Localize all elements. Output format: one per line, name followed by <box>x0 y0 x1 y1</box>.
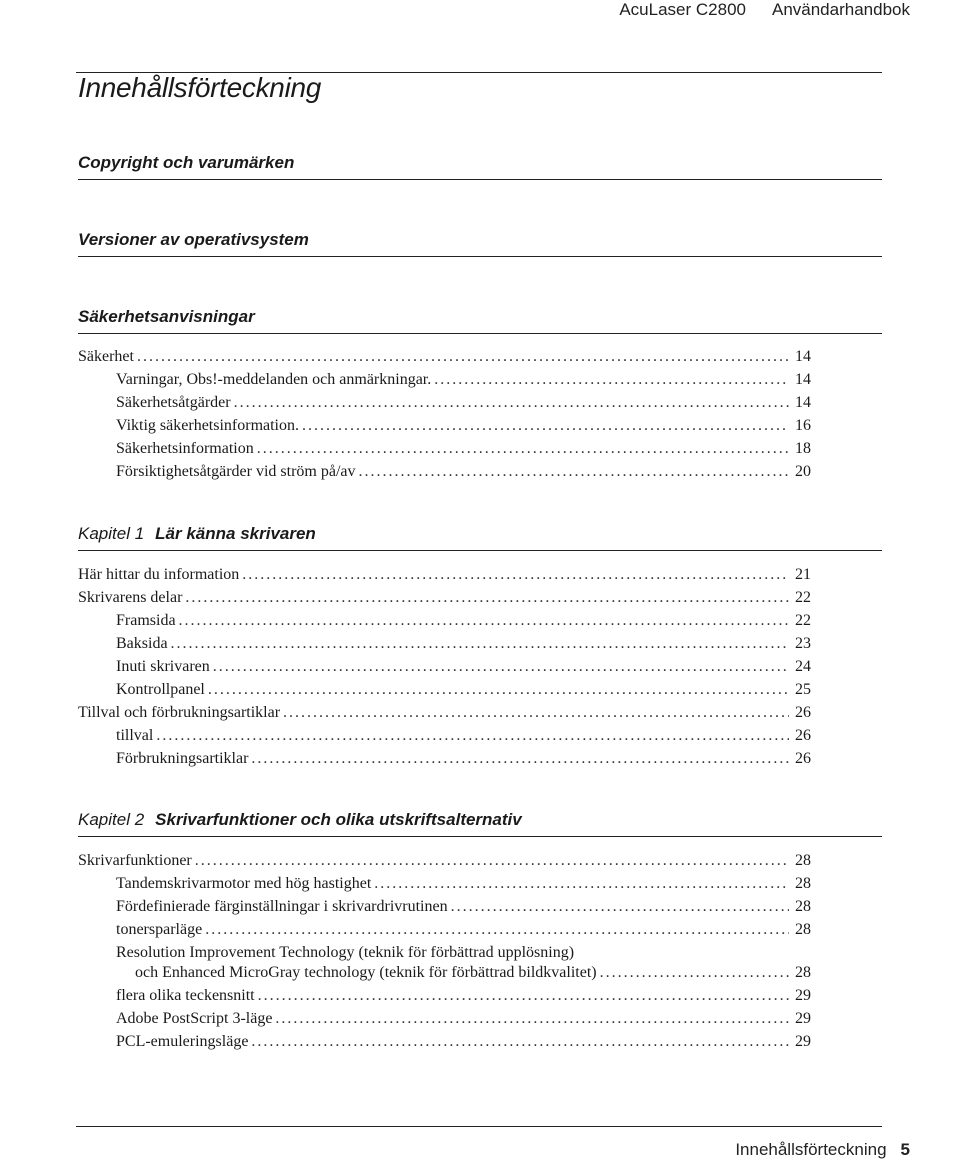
toc-entry[interactable] <box>116 368 811 391</box>
toc-entry[interactable] <box>116 724 811 747</box>
running-footer <box>735 1140 910 1160</box>
toc-entry[interactable] <box>116 437 811 460</box>
toc-entry[interactable] <box>78 586 811 609</box>
toc-entry-label: Kontrollpanel <box>116 681 205 698</box>
dot-leader <box>213 655 789 678</box>
toc-entry-label: Säkerhetsinformation <box>116 440 254 457</box>
toc-entry-label: Baksida <box>116 635 168 652</box>
toc-entry[interactable] <box>116 918 811 941</box>
toc-entry-label: Inuti skrivaren <box>116 658 210 675</box>
dot-leader <box>185 586 789 609</box>
toc-entry-label: Tillval och förbrukningsartiklar <box>78 704 281 721</box>
toc-entry-page: 29 <box>795 987 811 1004</box>
toc-entry-label: Resolution Improvement Technology (teknik för förbättrad upplösning) <box>116 944 575 961</box>
toc-entry-page: 29 <box>795 1033 811 1050</box>
dot-leader <box>275 1007 789 1030</box>
toc-entry-line-2[interactable] <box>135 961 811 984</box>
toc-entry-page: 14 <box>795 371 811 388</box>
dot-leader <box>302 414 789 437</box>
page-title: Innehållsförteckning <box>78 72 322 103</box>
running-header <box>619 0 910 24</box>
toc-entry-page: 25 <box>795 681 811 698</box>
toc-entry-page: 18 <box>795 440 811 457</box>
toc-entry[interactable] <box>116 984 811 1007</box>
header-guide: Användarhandbok <box>771 0 910 19</box>
dot-leader <box>359 460 789 483</box>
toc-entry-label: Framsida <box>116 612 176 629</box>
toc-entry-label: Säkerhetsåtgärder <box>116 394 231 411</box>
dot-leader <box>137 345 789 368</box>
toc-entry-page: 28 <box>795 964 811 981</box>
toc-entry[interactable] <box>116 678 811 701</box>
toc-entry-page: 14 <box>795 348 811 365</box>
dot-leader <box>258 984 789 1007</box>
chapter-number: Kapitel 2 <box>78 810 145 829</box>
toc-entry-page: 28 <box>795 898 811 915</box>
toc-entry[interactable] <box>116 747 811 770</box>
toc-entry-page: 22 <box>795 612 811 629</box>
toc-entry[interactable] <box>116 391 811 414</box>
toc-entry-label: Här hittar du information <box>78 566 240 583</box>
toc-entry-label: och Enhanced MicroGray technology (teknik för förbättrad bildkvalitet) <box>135 964 597 981</box>
toc-entry[interactable] <box>78 345 811 368</box>
footer-rule <box>76 1126 882 1127</box>
toc-entry-label: Adobe PostScript 3-läge <box>116 1010 273 1027</box>
dot-leader <box>195 849 789 872</box>
dot-leader <box>251 1030 789 1053</box>
dot-leader <box>434 368 789 391</box>
toc-entry[interactable] <box>116 655 811 678</box>
toc-entry-page: 20 <box>795 463 811 480</box>
chapter-title: Skrivarfunktioner och olika utskriftsalternativ <box>155 810 522 829</box>
toc-entry[interactable] <box>116 1030 811 1053</box>
page-number: 5 <box>900 1140 910 1159</box>
section-heading-safety: Säkerhetsanvisningar <box>78 307 882 334</box>
footer-section: Innehållsförteckning <box>735 1140 887 1159</box>
toc-entry-page: 26 <box>795 727 811 744</box>
toc-entry[interactable] <box>78 701 811 724</box>
toc-entry-label: Viktig säkerhetsinformation. <box>116 417 299 434</box>
toc-entry-page: 26 <box>795 704 811 721</box>
dot-leader <box>283 701 789 724</box>
toc-entry-label: Skrivarens delar <box>78 589 183 606</box>
toc-entry-label: Varningar, Obs!-meddelanden och anmärkningar. <box>116 371 432 388</box>
dot-leader <box>205 918 789 941</box>
toc-entry-label: Försiktighetsåtgärder vid ström på/av <box>116 463 356 480</box>
toc-entry-page: 28 <box>795 921 811 938</box>
toc-entry-label: Säkerhet <box>78 348 134 365</box>
dot-leader <box>208 678 789 701</box>
header-product: AcuLaser C2800 <box>619 0 746 19</box>
toc-entry[interactable] <box>116 895 811 918</box>
toc-entry[interactable] <box>116 1007 811 1030</box>
toc-entry-page: 21 <box>795 566 811 583</box>
dot-leader <box>600 961 789 984</box>
toc-entry-page: 24 <box>795 658 811 675</box>
dot-leader <box>156 724 789 747</box>
dot-leader <box>242 563 789 586</box>
toc-entry-label: flera olika teckensnitt <box>116 987 255 1004</box>
toc-entry-page: 23 <box>795 635 811 652</box>
toc-entry-page: 14 <box>795 394 811 411</box>
toc-entry-page: 29 <box>795 1010 811 1027</box>
toc-entry-page: 28 <box>795 852 811 869</box>
toc-entry-label: Fördefinierade färginställningar i skrivardrivrutinen <box>116 898 448 915</box>
dot-leader <box>171 632 789 655</box>
toc-entry[interactable] <box>116 460 811 483</box>
toc-entry[interactable] <box>116 872 811 895</box>
dot-leader <box>374 872 789 895</box>
dot-leader <box>179 609 789 632</box>
toc-entry-label: tonersparläge <box>116 921 203 938</box>
toc-entry-page: 28 <box>795 875 811 892</box>
toc-entry[interactable] <box>116 609 811 632</box>
dot-leader <box>257 437 789 460</box>
toc-entry-page: 22 <box>795 589 811 606</box>
toc-entry-label: PCL-emuleringsläge <box>116 1033 249 1050</box>
chapter-number: Kapitel 1 <box>78 524 145 543</box>
toc-entry[interactable] <box>116 632 811 655</box>
dot-leader <box>234 391 789 414</box>
toc-entry-label: Förbrukningsartiklar <box>116 750 249 767</box>
chapter-2-heading <box>78 810 882 837</box>
toc-entry-page: 16 <box>795 417 811 434</box>
toc-entry[interactable] <box>116 414 811 437</box>
chapter-1-heading <box>78 524 882 551</box>
dot-leader <box>251 747 789 770</box>
toc-entry-page: 26 <box>795 750 811 767</box>
section-heading-copyright: Copyright och varumärken <box>78 153 882 180</box>
toc-entry[interactable] <box>78 563 811 586</box>
toc-entry-label: Skrivarfunktioner <box>78 852 192 869</box>
section-heading-os-versions: Versioner av operativsystem <box>78 230 882 257</box>
dot-leader <box>451 895 789 918</box>
toc-entry-label: tillval <box>116 727 154 744</box>
toc-entry[interactable] <box>78 849 811 872</box>
chapter-title: Lär känna skrivaren <box>155 524 316 543</box>
toc-entry-label: Tandemskrivarmotor med hög hastighet <box>116 875 372 892</box>
